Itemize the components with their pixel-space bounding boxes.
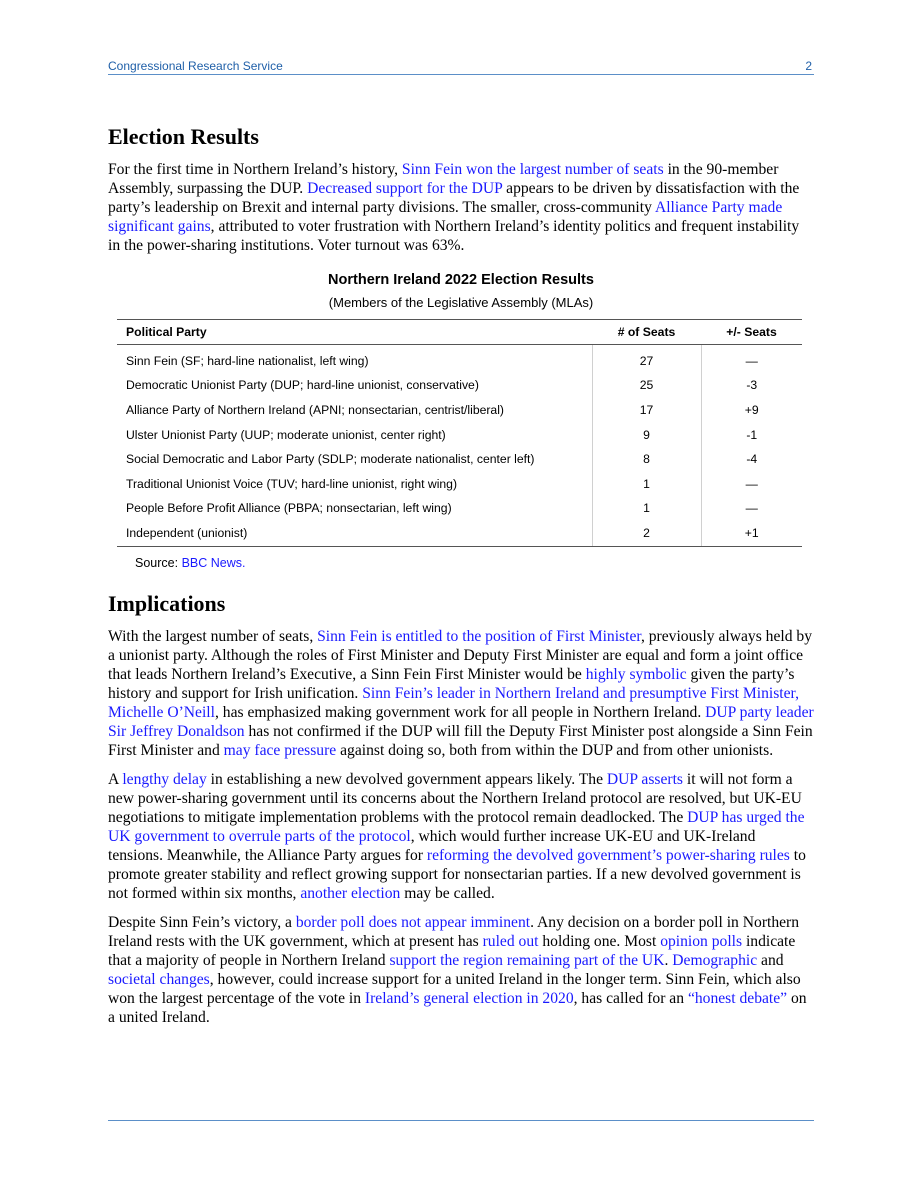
inline-link[interactable]: “honest debate” — [687, 989, 788, 1007]
column-header-party: Political Party — [117, 320, 592, 345]
text-run: against doing so, both from within the DUP and from other unionists. — [336, 741, 774, 759]
section-heading-implications: Implications — [108, 590, 226, 616]
party-cell: Sinn Fein (SF; hard-line nationalist, left wing) — [126, 353, 369, 368]
header-org: Congressional Research Service — [108, 59, 283, 73]
text-run: indicate that a majority of people in Northern Ireland — [108, 932, 796, 969]
inline-link[interactable]: may face pressure — [223, 741, 337, 759]
change-cell: -3 — [746, 378, 758, 393]
inline-link[interactable]: DUP asserts — [606, 770, 683, 788]
change-cell: +1 — [701, 521, 802, 546]
text-run: , which would further increase UK-EU and UK-Ireland tensions. Meanwhile, the Alliance Party argues for — [108, 827, 756, 864]
inline-link[interactable]: Decreased support for the DUP — [307, 180, 503, 197]
table-row — [117, 398, 802, 423]
text-run: appears to be driven by dissatisfaction with the party’s leadership on Brexit and internal party divisions. The smaller, cross-community — [108, 180, 800, 216]
change-cell: — — [745, 353, 758, 368]
text-run: , has emphasized making government work for all people in Northern Ireland. — [214, 703, 706, 721]
main-content — [108, 124, 814, 1037]
text-run: , however, could increase support for a united Ireland in the longer term. Sinn Fein, which also won the largest percentage of the vote in — [108, 970, 801, 1007]
text-run: A — [108, 770, 123, 788]
source-label: Source: — [135, 555, 182, 570]
header-divider — [108, 74, 814, 75]
party-cell: Social Democratic and Labor Party (SDLP; moderate nationalist, center left) — [126, 452, 535, 467]
implications-paragraph-2 — [108, 770, 814, 903]
text-run: With the largest number of seats, — [108, 627, 318, 645]
inline-link[interactable]: opinion polls — [660, 932, 743, 950]
party-cell: People Before Profit Alliance (PBPA; nonsectarian, left wing) — [126, 501, 452, 516]
text-run: , has called for an — [573, 989, 688, 1007]
text-run: For the first time in Northern Ireland’s history, — [108, 161, 402, 178]
column-header-seats: # of Seats — [592, 320, 701, 345]
text-run: it will not form a new power-sharing government until its concerns about the Northern Ireland protocol are resolved, but UK-EU negotiations to mitigate implementation problems with the protocol remain deadlocked. The — [108, 770, 802, 826]
party-cell: Ulster Unionist Party (UUP; moderate unionist, center right) — [126, 427, 446, 442]
text-run: in establishing a new devolved government appears likely. The — [206, 770, 607, 788]
change-cell: — — [745, 501, 758, 516]
table-row — [117, 472, 802, 497]
text-run: , previously always held by a unionist party. Although the roles of First Minister and Deputy First Minister are equal and form a joint office that leads Northern Ireland’s Executive, a Sinn Fein First Minister would be — [108, 627, 813, 683]
inline-link[interactable]: Alliance Party made significant gains — [108, 199, 783, 235]
table-body — [117, 345, 802, 547]
inline-link[interactable]: Ireland’s general election in 2020 — [364, 989, 574, 1007]
text-run: . Any decision on a border poll in Northern Ireland rests with the UK government, which at present has — [108, 913, 800, 950]
change-cell: +9 — [744, 402, 759, 417]
seats-cell: 27 — [592, 345, 701, 374]
text-run: , attributed to voter frustration with Northern Ireland’s identity politics and frequent instability in the power-sharing institutions. Voter turnout was 63%. — [108, 218, 800, 254]
seats-cell: 1 — [592, 497, 701, 522]
table-row — [117, 345, 802, 374]
party-cell: Independent (unionist) — [117, 521, 592, 546]
table-header-row — [117, 320, 802, 345]
inline-link[interactable]: Sinn Fein is entitled to the position of First Minister — [317, 627, 641, 645]
table-row — [117, 447, 802, 472]
inline-link[interactable]: societal changes — [108, 970, 210, 988]
table-row — [117, 497, 802, 522]
inline-link[interactable]: another election — [300, 884, 401, 902]
text-run: holding one. Most — [538, 932, 661, 950]
inline-link[interactable]: Sinn Fein’s leader in Northern Ireland and presumptive First Minister, Michelle O’Neill — [108, 684, 800, 721]
party-cell: Alliance Party of Northern Ireland (APNI; nonsectarian, centrist/liberal) — [126, 402, 504, 417]
text-run: . — [664, 951, 673, 969]
text-run: has not confirmed if the DUP will fill the Deputy First Minister post alongside a Sinn Fein First Minister and — [108, 722, 813, 759]
seats-cell: 1 — [592, 472, 701, 497]
text-run: may be called. — [400, 884, 495, 902]
text-run: on a united Ireland. — [108, 989, 807, 1026]
text-run: and — [757, 951, 784, 969]
section-heading-election-results: Election Results — [108, 124, 259, 149]
party-cell: Traditional Unionist Voice (TUV; hard-line unionist, right wing) — [126, 476, 458, 491]
change-cell: -1 — [746, 427, 758, 442]
inline-link[interactable]: lengthy delay — [122, 770, 207, 788]
page-number: 2 — [805, 59, 812, 73]
seats-cell: 9 — [592, 423, 701, 448]
text-run: Despite Sinn Fein’s victory, a — [108, 913, 296, 931]
inline-link[interactable]: border poll does not appear imminent — [295, 913, 531, 931]
text-run: in the 90-member Assembly, surpassing the DUP. — [108, 161, 779, 197]
inline-link[interactable]: DUP party leader Sir Jeffrey Donaldson — [108, 703, 814, 740]
table-title: Northern Ireland 2022 Election Results — [328, 272, 594, 288]
table-subtitle: (Members of the Legislative Assembly (MLAs) — [328, 295, 594, 310]
change-cell: — — [745, 476, 758, 491]
column-header-change: +/- Seats — [701, 320, 802, 345]
footer-divider — [108, 1120, 814, 1121]
text-run: given the party’s history and support for Irish unification. — [108, 665, 795, 702]
implications-paragraph-3 — [108, 913, 814, 1027]
table-source — [135, 555, 814, 571]
inline-link[interactable]: support the region remaining part of the UK — [389, 951, 665, 969]
inline-link[interactable]: DUP has urged the UK government to overrule parts of the protocol — [108, 808, 805, 845]
seats-cell: 25 — [592, 374, 701, 399]
seats-cell: 8 — [592, 447, 701, 472]
implications-paragraph-1 — [108, 627, 814, 760]
inline-link[interactable]: highly symbolic — [585, 665, 687, 683]
inline-link[interactable]: ruled out — [482, 932, 539, 950]
change-cell: -4 — [746, 452, 758, 467]
party-cell: Democratic Unionist Party (DUP; hard-line unionist, conservative) — [126, 378, 479, 393]
seats-cell: 17 — [592, 398, 701, 423]
seats-cell: 2 — [592, 521, 701, 546]
table-row — [117, 423, 802, 448]
inline-link[interactable]: reforming the devolved government’s power-sharing rules — [426, 846, 790, 864]
inline-link[interactable]: Demographic — [672, 951, 758, 969]
inline-link[interactable]: Sinn Fein won the largest number of seats — [401, 161, 664, 178]
election-results-paragraph — [108, 160, 814, 255]
table-row — [117, 374, 802, 399]
table-row — [117, 521, 802, 546]
source-link[interactable]: BBC News. — [181, 555, 246, 570]
election-results-table — [117, 319, 802, 547]
text-run: to promote greater stability and reflect growing support for nonsectarian parties. If a new devolved government is not formed within six months, — [108, 846, 806, 902]
